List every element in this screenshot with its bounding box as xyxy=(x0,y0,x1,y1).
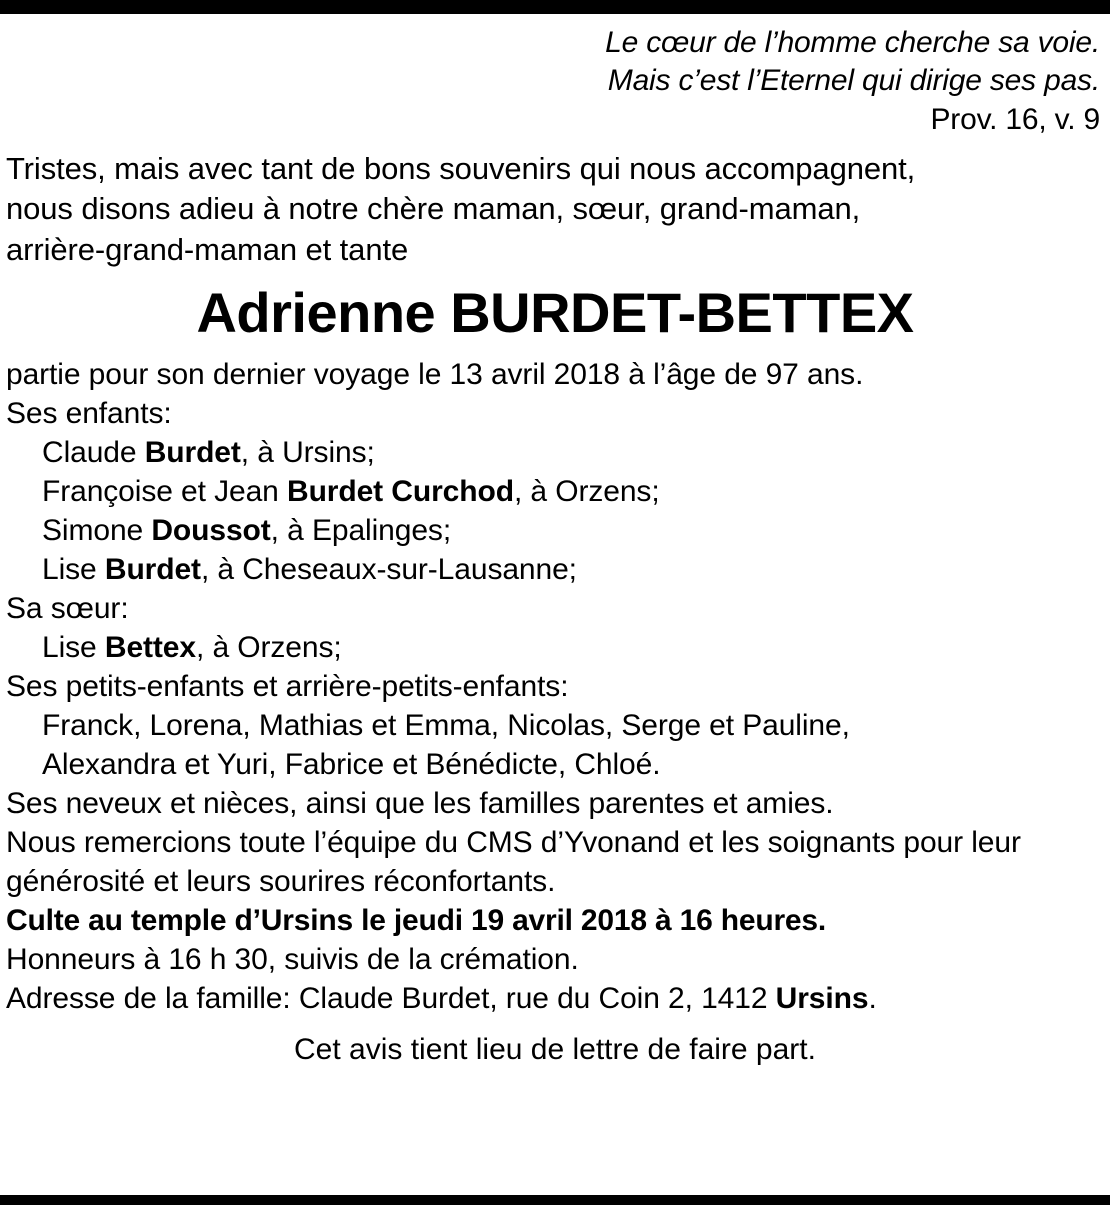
closing-line: Cet avis tient lieu de lettre de faire part. xyxy=(294,1032,816,1066)
child-1-post: , à Ursins; xyxy=(240,435,375,469)
child-1-pre: Claude xyxy=(42,435,145,469)
deceased-name: Adrienne BURDET-BETTEX xyxy=(196,281,914,345)
thanks-line-2: générosité et leurs sourires réconfortants. xyxy=(6,864,556,898)
sister-post: , à Orzens; xyxy=(195,630,342,664)
notice-body xyxy=(6,355,1104,1018)
service-line: Culte au temple d’Ursins le jeudi 19 avril 2018 à 16 heures. xyxy=(6,903,827,937)
top-rule xyxy=(0,0,1110,14)
bottom-rule xyxy=(0,1195,1110,1205)
intro-paragraph xyxy=(6,149,1104,270)
grandchildren-line-1: Franck, Lorena, Mathias et Emma, Nicolas, Serge et Pauline, xyxy=(42,708,850,742)
intro-line-3: arrière-grand-maman et tante xyxy=(6,231,409,267)
child-3-pre: Simone xyxy=(42,513,152,547)
list-item xyxy=(6,472,1104,511)
child-1-name: Burdet xyxy=(144,435,241,469)
epigraph-line-2: Mais c’est l’Eternel qui dirige ses pas. xyxy=(607,64,1100,98)
child-3-name: Doussot xyxy=(151,513,271,547)
relatives-line: Ses neveux et nièces, ainsi que les familles parentes et amies. xyxy=(6,786,834,820)
child-3-post: , à Epalinges; xyxy=(270,513,452,547)
child-4-name: Burdet xyxy=(104,552,201,586)
list-item xyxy=(6,433,1104,472)
sister-pre: Lise xyxy=(42,630,105,664)
child-4-pre: Lise xyxy=(42,552,105,586)
child-2-post: , à Orzens; xyxy=(513,474,660,508)
sister-heading: Sa sœur: xyxy=(6,591,129,625)
list-item xyxy=(6,628,1104,667)
epigraph xyxy=(6,24,1104,139)
list-item xyxy=(6,511,1104,550)
honours-line: Honneurs à 16 h 30, suivis de la crémation. xyxy=(6,942,579,976)
intro-line-2: nous disons adieu à notre chère maman, sœur, grand-maman, xyxy=(6,191,861,227)
epigraph-line-1: Le cœur de l’homme cherche sa voie. xyxy=(605,26,1100,59)
grandchildren-line-2: Alexandra et Yuri, Fabrice et Bénédicte, Chloé. xyxy=(42,747,661,781)
children-heading: Ses enfants: xyxy=(6,396,172,430)
family-address-line xyxy=(6,979,1104,1018)
notice-content xyxy=(0,14,1110,1069)
intro-line-1: Tristes, mais avec tant de bons souvenirs qui nous accompagnent, xyxy=(6,151,916,187)
epigraph-reference: Prov. 16, v. 9 xyxy=(930,102,1100,136)
sister-name: Bettex xyxy=(104,630,196,664)
death-line: partie pour son dernier voyage le 13 avril 2018 à l’âge de 97 ans. xyxy=(6,357,864,391)
thanks-line-1: Nous remercions toute l’équipe du CMS d’Yvonand et les soignants pour leur xyxy=(6,825,1021,859)
child-4-post: , à Cheseaux-sur-Lausanne; xyxy=(200,552,577,586)
grandchildren-heading: Ses petits-enfants et arrière-petits-enfants: xyxy=(6,669,569,703)
address-post: . xyxy=(868,981,877,1015)
child-2-name: Burdet Curchod xyxy=(287,474,514,508)
address-town: Ursins xyxy=(775,981,869,1015)
child-2-pre: Françoise et Jean xyxy=(42,474,287,508)
list-item xyxy=(6,550,1104,589)
address-pre: Adresse de la famille: Claude Burdet, rue du Coin 2, 1412 xyxy=(6,981,776,1015)
